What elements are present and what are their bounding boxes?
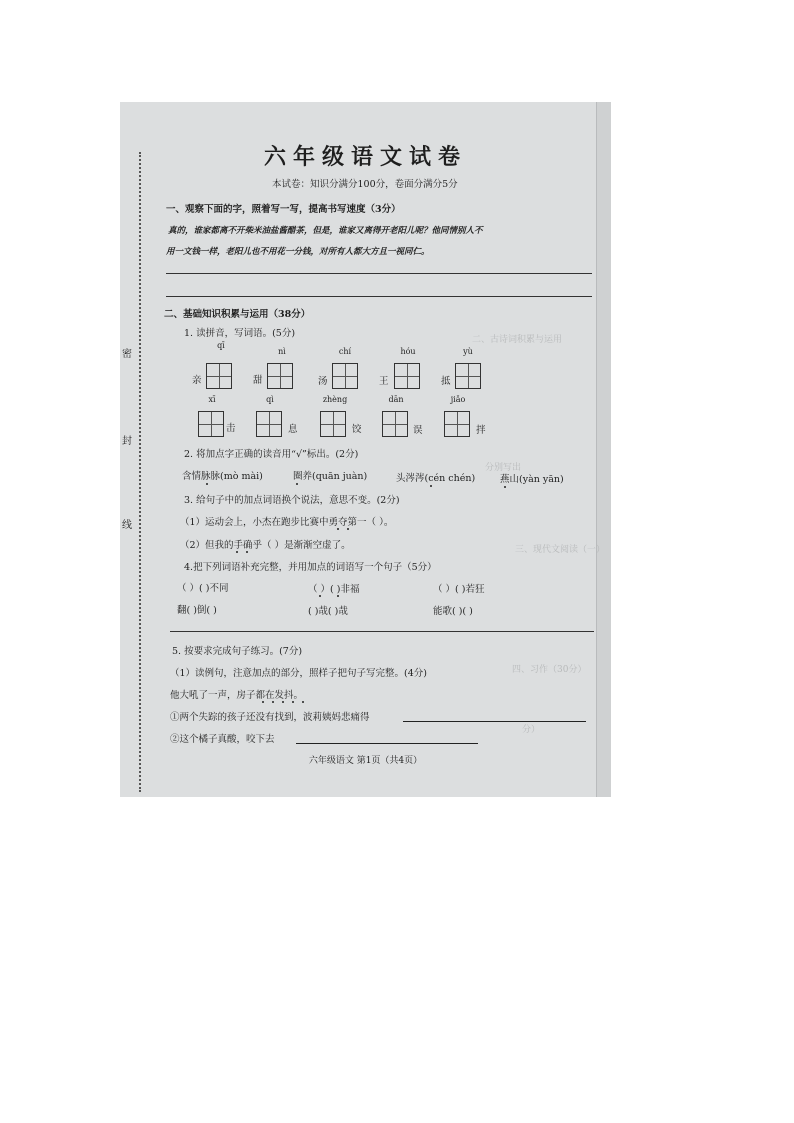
emphasis-dot [296,483,298,485]
pinyin-label: hóu [400,347,416,356]
word-char: 击 [226,423,236,434]
pronunciation-item[interactable]: 含情脉脉(mò mài) [182,471,263,482]
idiom-blank[interactable]: （ ）( )不同 [177,583,229,594]
q5-prompt: 5. 按要求完成句子练习。(7分) [172,646,303,657]
idiom-blank[interactable]: （ ）( )若狂 [433,584,485,595]
answer-grid-box[interactable] [455,363,481,389]
copy-passage-line1: 真的，谁家都离不开柴米油盐酱醋茶，但是，谁家又离得开老阳儿呢？他同情别人不 [168,226,483,236]
answer-grid-box[interactable] [206,363,232,389]
answer-grid-box[interactable] [256,411,282,437]
q5-sub1: （1）读例句，注意加点的部分，照样子把句子写完整。(4分) [170,668,428,679]
seal-char-feng: 封 [120,432,134,447]
pinyin-label: zhèng [322,395,348,404]
emphasis-dot [337,595,339,597]
emphasis-dot [262,701,264,703]
answer-grid-box[interactable] [394,363,420,389]
pinyin-label: jiǎo [450,395,466,404]
pinyin-label: qī [217,341,225,350]
page-footer: 六年级语文 第1页（共4页） [308,756,423,766]
pinyin-label: qì [266,395,274,404]
word-char: 亲 [192,375,202,386]
writing-line[interactable] [166,273,592,274]
answer-grid-box[interactable] [332,363,358,389]
section1-heading: 一、观察下面的字，照着写一写，提高书写速度（3分） [166,204,401,215]
bleed-text: 分别写出 [485,463,522,473]
idiom-blank[interactable]: （ ）( )非福 [308,584,360,595]
q1-prompt: 1. 读拼音，写词语。(5分) [184,328,296,339]
pronunciation-item[interactable]: 圈养(quān juàn) [293,471,368,482]
emphasis-dot [430,485,432,487]
answer-grid-box[interactable] [320,411,346,437]
idiom-blank[interactable]: 能歌( )( ) [433,606,473,617]
answer-line[interactable] [403,721,586,722]
bleed-text: 二、古诗词积累与运用 [472,335,563,345]
pronunciation-item[interactable]: 头涔涔(cén chén) [396,473,476,484]
answer-line[interactable] [296,743,478,744]
pronunciation-item[interactable]: 燕山(yàn yān) [500,474,564,485]
q3-sentence1: （1）运动会上，小杰在跑步比赛中勇夺第一（ ）。 [180,517,394,528]
pinyin-label: dān [388,395,404,404]
section2-heading: 二、基础知识积累与运用（38分） [164,309,311,320]
seal-char-xian: 线 [120,516,134,531]
word-char: 误 [413,425,423,436]
emphasis-dot [246,551,248,553]
next-page-edge [596,102,611,797]
page-title: 六年级语文试卷 [263,144,467,170]
bleed-text: 分） [522,725,541,735]
pinyin-label: yù [463,347,473,356]
writing-line[interactable] [170,631,594,632]
word-char: 饺 [352,424,362,435]
q3-sentence2: （2）但我的手确乎（ ）是渐渐空虚了。 [180,540,351,551]
bleed-text: 三、现代文阅读（一） [515,545,606,555]
answer-grid-box[interactable] [267,363,293,389]
pinyin-label: chí [338,347,352,356]
copy-passage-line2: 用一文钱一样，老阳儿也不用花一分钱，对所有人都大方且一视同仁。 [166,247,430,257]
word-char: 息 [288,424,298,435]
emphasis-dot [337,528,339,530]
answer-grid-box[interactable] [382,411,408,437]
emphasis-dot [272,701,274,703]
seal-dotted-line [139,152,141,792]
emphasis-dot [292,701,294,703]
q5-item2: ②这个橘子真酸，咬下去 [170,734,275,745]
exam-page-photo [120,102,611,797]
idiom-blank[interactable]: ( )哉( )哉 [308,606,348,617]
pinyin-label: nì [278,347,286,356]
emphasis-dot [302,701,304,703]
emphasis-dot [206,483,208,485]
idiom-blank[interactable]: 翻( )倒( ) [177,605,217,616]
exam-score-note: 本试卷：知识分满分100分，卷面分满分5分 [272,179,458,190]
word-char: 汤 [318,376,328,387]
q2-prompt: 2. 将加点字正确的读音用“√”标出。(2分) [184,449,359,460]
emphasis-dot [236,551,238,553]
word-char: 抵 [441,376,451,387]
emphasis-dot [347,528,349,530]
answer-grid-box[interactable] [198,411,224,437]
q5-example: 他大吼了一声，房子都在发抖。 [170,690,304,701]
seal-char-mi: 密 [120,345,134,360]
answer-grid-box[interactable] [444,411,470,437]
emphasis-dot [504,486,506,488]
q3-prompt: 3. 给句子中的加点词语换个说法，意思不变。(2分) [184,495,400,506]
bleed-text: 四、习作（30分） [512,665,587,675]
q5-item1: ①两个失踪的孩子还没有找到，波莉姨妈悲痛得 [170,712,370,723]
word-char: 甜 [253,375,263,386]
word-char: 拌 [476,425,486,436]
emphasis-dot [282,701,284,703]
q4-prompt: 4.把下列词语补充完整，并用加点的词语写一个句子（5分） [184,562,437,573]
emphasis-dot [319,595,321,597]
writing-line[interactable] [166,296,592,297]
word-char: 王 [379,376,389,387]
pinyin-label: xī [208,395,216,404]
